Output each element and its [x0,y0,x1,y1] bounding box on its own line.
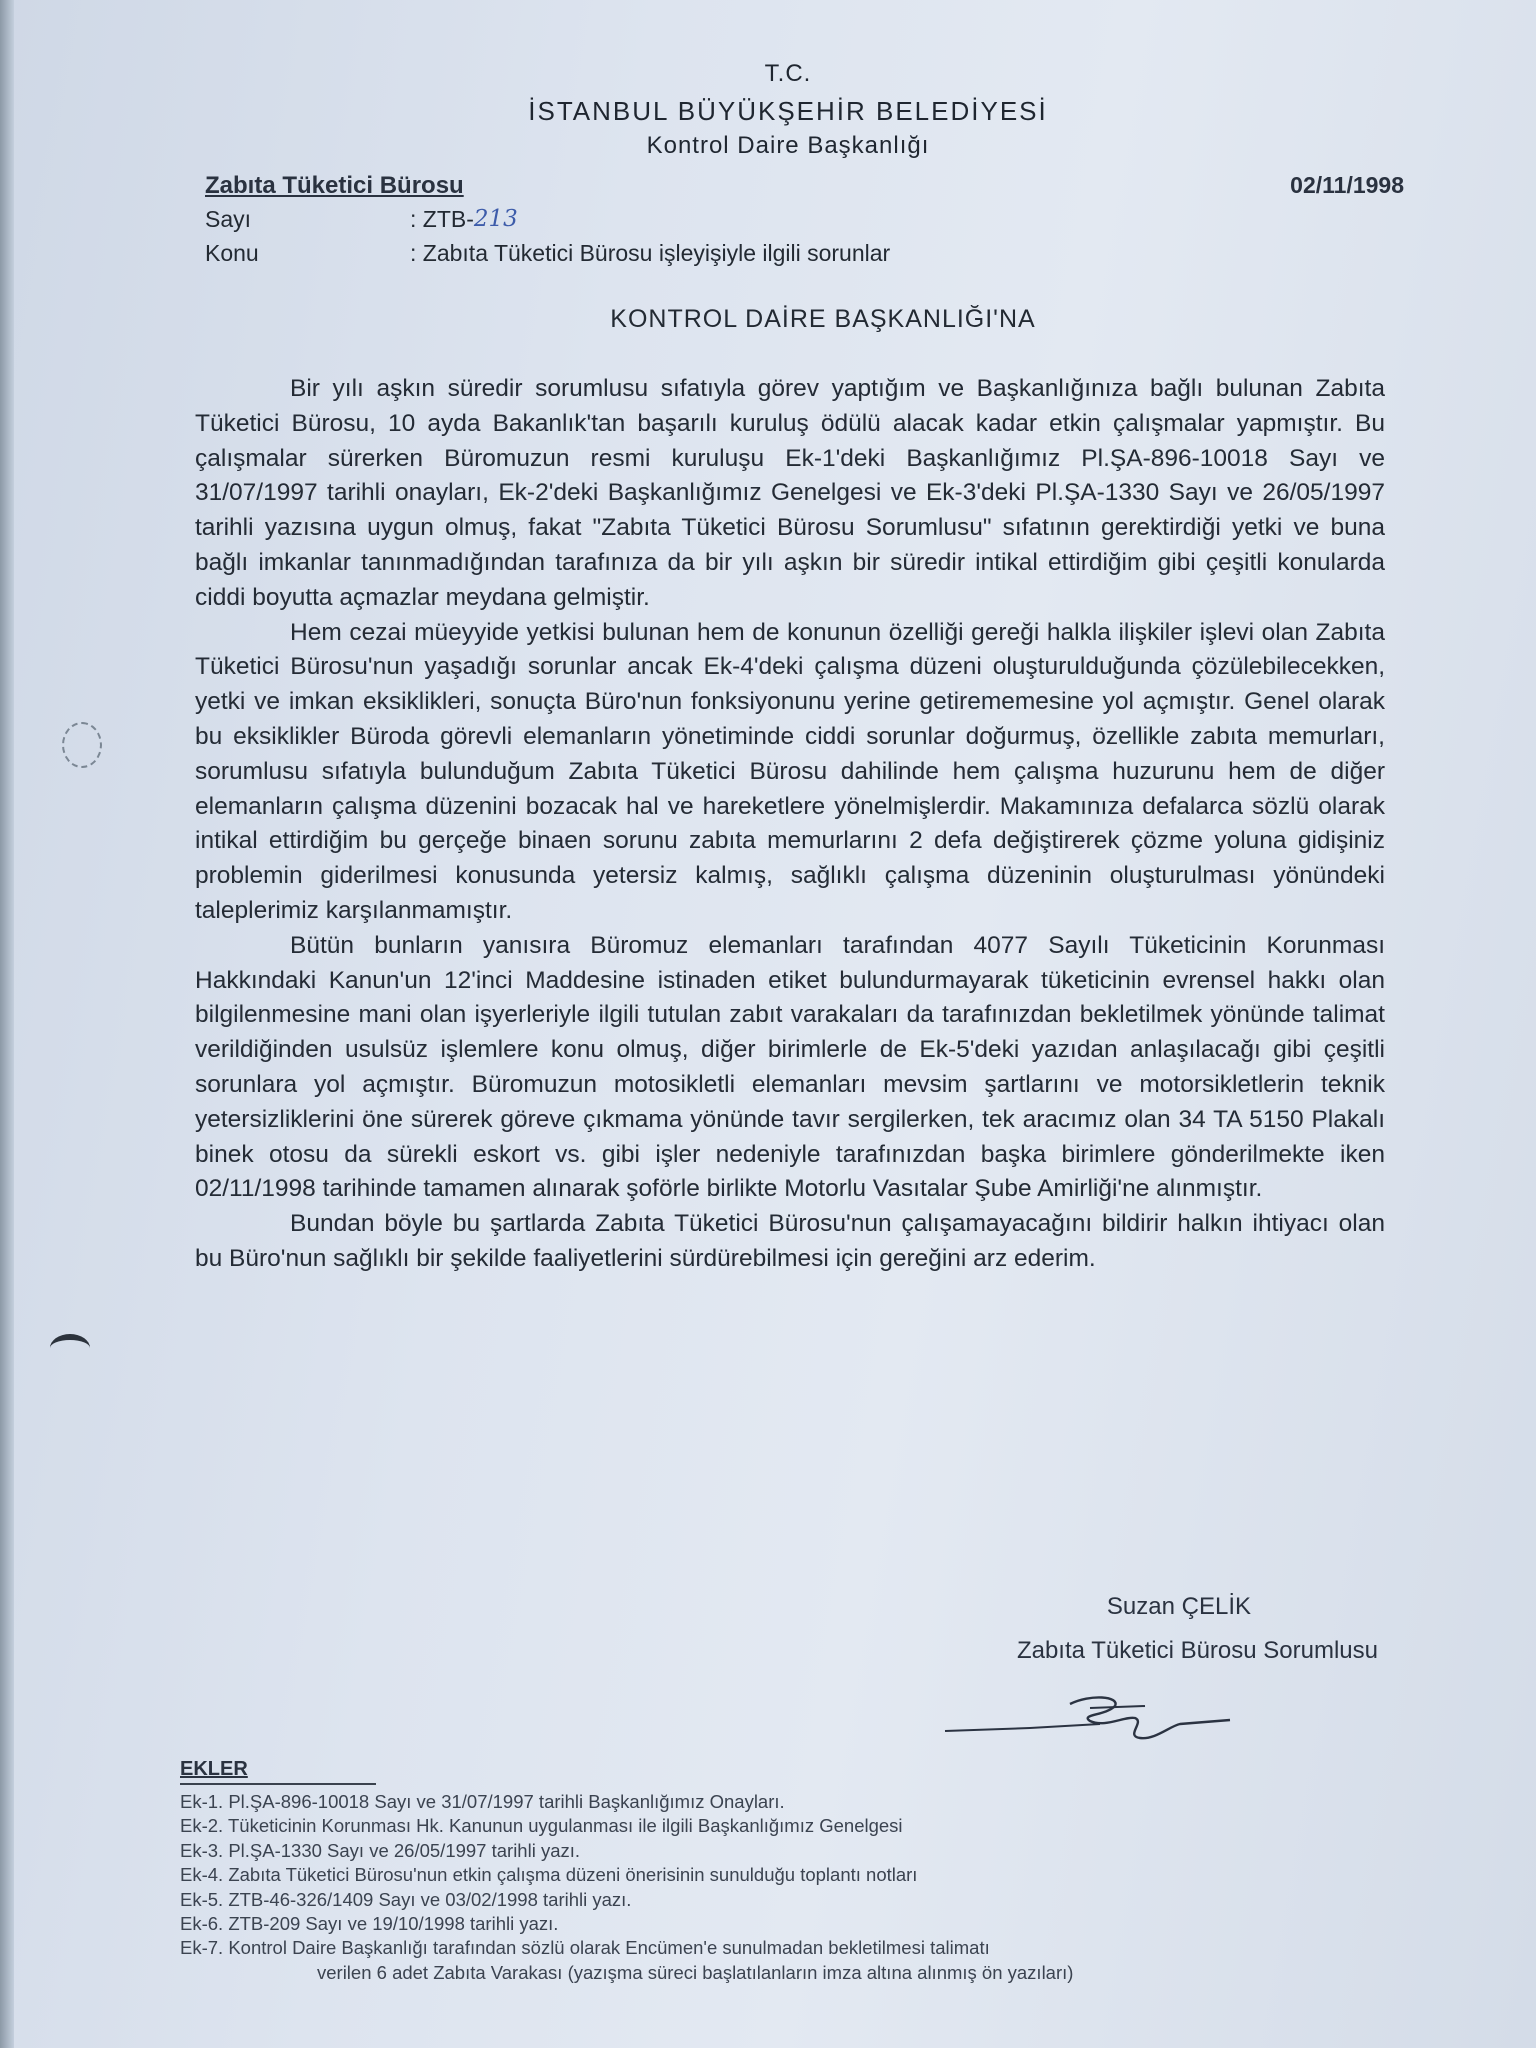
ekler-item: Ek-5. ZTB-46-326/1409 Sayı ve 03/02/1998 tarihli yazı. [180,1888,632,1910]
ekler-item: verilen 6 adet Zabıta Varakası (yazışma süreci başlatılanların imza altına alınmış ön yazıları) [317,1961,1074,1983]
ekler-underline [180,1783,376,1785]
addressee: KONTROL DAİRE BAŞKANLIĞI'NA [610,305,1036,333]
ekler-item: Ek-6. ZTB-209 Sayı ve 19/10/1998 tarihli yazı. [180,1913,559,1935]
ekler-title: EKLER [180,1758,248,1780]
letterhead-line-1: T.C. [764,60,812,87]
ekler-item: Ek-4. Zabıta Tüketici Bürosu'nun etkin çalışma düzeni önerisinin sunulduğu toplantı notları [180,1864,918,1886]
ekler-item: Ek-3. Pl.ŞA-1330 Sayı ve 26/05/1997 tarihli yazı. [180,1839,581,1861]
sayi-label: Sayı [205,206,252,232]
ekler-item: Ek-1. Pl.ŞA-896-10018 Sayı ve 31/07/1997 tarihli Başkanlığımız Onayları. [180,1791,785,1812]
punch-hole-mark [50,1334,90,1362]
konu-value: : Zabıta Tüketici Bürosu işleyişiyle ilgili sorunlar [410,240,891,266]
sayi-value: : ZTB- [410,206,474,232]
body-paragraph-3: Bütün bunların yanısıra Büromuz elemanları tarafından 4077 Sayılı Tüketicinin Korunması Hakkındaki Kanun'un 12'inci Maddesine istinaden etiket bulundurmayarak tüketicinin evrensel hakkı olan bilgilenmesine mani olan işyerleriyle ilgili tutulan zabıt varakaları da tarafınızdan bekletilmek yönünde talimat verildiğinden usulsüz işlemlere konu olmuş, diğer birimlerle de Ek-5'deki yazıdan anlaşılacağı gibi çeşitli sorunlara yol açmıştır. Büromuzun motosikletli elemanları mevsim şartlarını ve motorsikletlerin teknik yetersizliklerini öne sürerek göreve çıkmama yönünde tavır sergilerken, tek aracımız olan 34 TA 5150 Plakalı binek otosu da sürekli eskort vs. gibi işler nedeniyle tarafınızdan başka birimlere gönderilmekte iken 02/11/1998 tarihinde tamamen alınarak şoförle birlikte Motorlu Vasıtalar Şube Amirliği'ne alınmıştır. [195,931,1385,1203]
letterhead-line-2: İSTANBUL BÜYÜKŞEHİR BELEDİYESİ [528,96,1048,126]
bureau-name: Zabıta Tüketici Bürosu [205,172,464,199]
ekler-list [180,1790,1380,1985]
punch-hole-mark [62,722,102,768]
body-paragraph-2: Hem cezai müeyyide yetkisi bulunan hem de konunun özelliği gereği halkla ilişkiler işlevi olan Zabıta Tüketici Bürosu'nun yaşadığı sorunlar ancak Ek-4'deki çalışma düzeni oluşturulduğunda çözülebilecekken, yetki ve imkan eksiklikleri, sonuçta Büro'nun fonksiyonunu yerine getirememesine yol açmıştır. Genel olarak bu eksiklikler Büroda görevli elemanların yönetiminde ciddi sorunlar doğurmuş, özellikle zabıta memurları, sorumlusu sıfatıyla bulunduğum Zabıta Tüketici Bürosu dahilinde hem çalışma huzurunu hem de diğer elemanların çalışma düzenini bozacak hal ve hareketlere yönelmişlerdir. Makamınıza defalarca sözlü olarak intikal ettirdiğim bu gerçeğe binaen sorunu zabıta memurlarını 2 defa değiştirerek çözme yoluna gidişiniz problemin giderilmesi konusunda yetersiz kalmış, sağlıklı çalışma düzeninin oluşturulması yönündeki taleplerimiz karşılanmamıştır. [195,618,1385,924]
ekler-item: Ek-2. Tüketicinin Korunması Hk. Kanunun uygulanması ile ilgili Başkanlığımız Genelgesi [180,1815,903,1837]
signer-title: Zabıta Tüketici Bürosu Sorumlusu [1016,1637,1378,1664]
konu-row [205,240,890,267]
konu-label: Konu [205,240,259,266]
sayi-handwritten-number: 213 [473,206,518,232]
body-paragraph-4: Bundan böyle bu şartlarda Zabıta Tüketici Bürosu'nun çalışamayacağını bildirir halkın ihtiyacı olan bu Büro'nun sağlıklı bir şekilde faaliyetlerini sürdürebilmesi için gereğini arz ederim. [195,1210,1385,1272]
handwritten-signature [940,1676,1240,1756]
ekler-item: Ek-7. Kontrol Daire Başkanlığı tarafından sözlü olarak Encümen'e sunulmadan bekletilmesi talimatı [180,1937,990,1959]
signer-name: Suzan ÇELİK [1106,1593,1251,1620]
sayi-row [205,206,518,233]
document-date: 02/11/1998 [1290,172,1404,198]
letterhead-line-3: Kontrol Daire Başkanlığı [646,132,930,159]
letter-body [195,372,1385,1277]
body-paragraph-1: Bir yılı aşkın süredir sorumlusu sıfatıyla görev yaptığım ve Başkanlığınıza bağlı bulunan Zabıta Tüketici Bürosu, 10 ayda Bakanlık'tan başarılı kuruluş ödülü alacak kadar etkin çalışmalar yapmıştır. Bu çalışmalar sürerken Büromuzun resmi kuruluşu Ek-1'deki Başkanlığımız Pl.ŞA-896-10018 Sayı ve 31/07/1997 tarihli onayları, Ek-2'deki Başkanlığımız Genelgesi ve Ek-3'deki Pl.ŞA-1330 Sayı ve 26/05/1997 tarihli yazısına uygun olmuş, fakat "Zabıta Tüketici Bürosu Sorumlusu" sıfatının gerektirdiği yetki ve buna bağlı imkanlar tanınmadığından tarafınıza da bir yılı aşkın bir süredir intikal ettirdiğim gibi çeşitli konularda ciddi boyutta açmazlar meydana gelmiştir. [195,375,1385,611]
